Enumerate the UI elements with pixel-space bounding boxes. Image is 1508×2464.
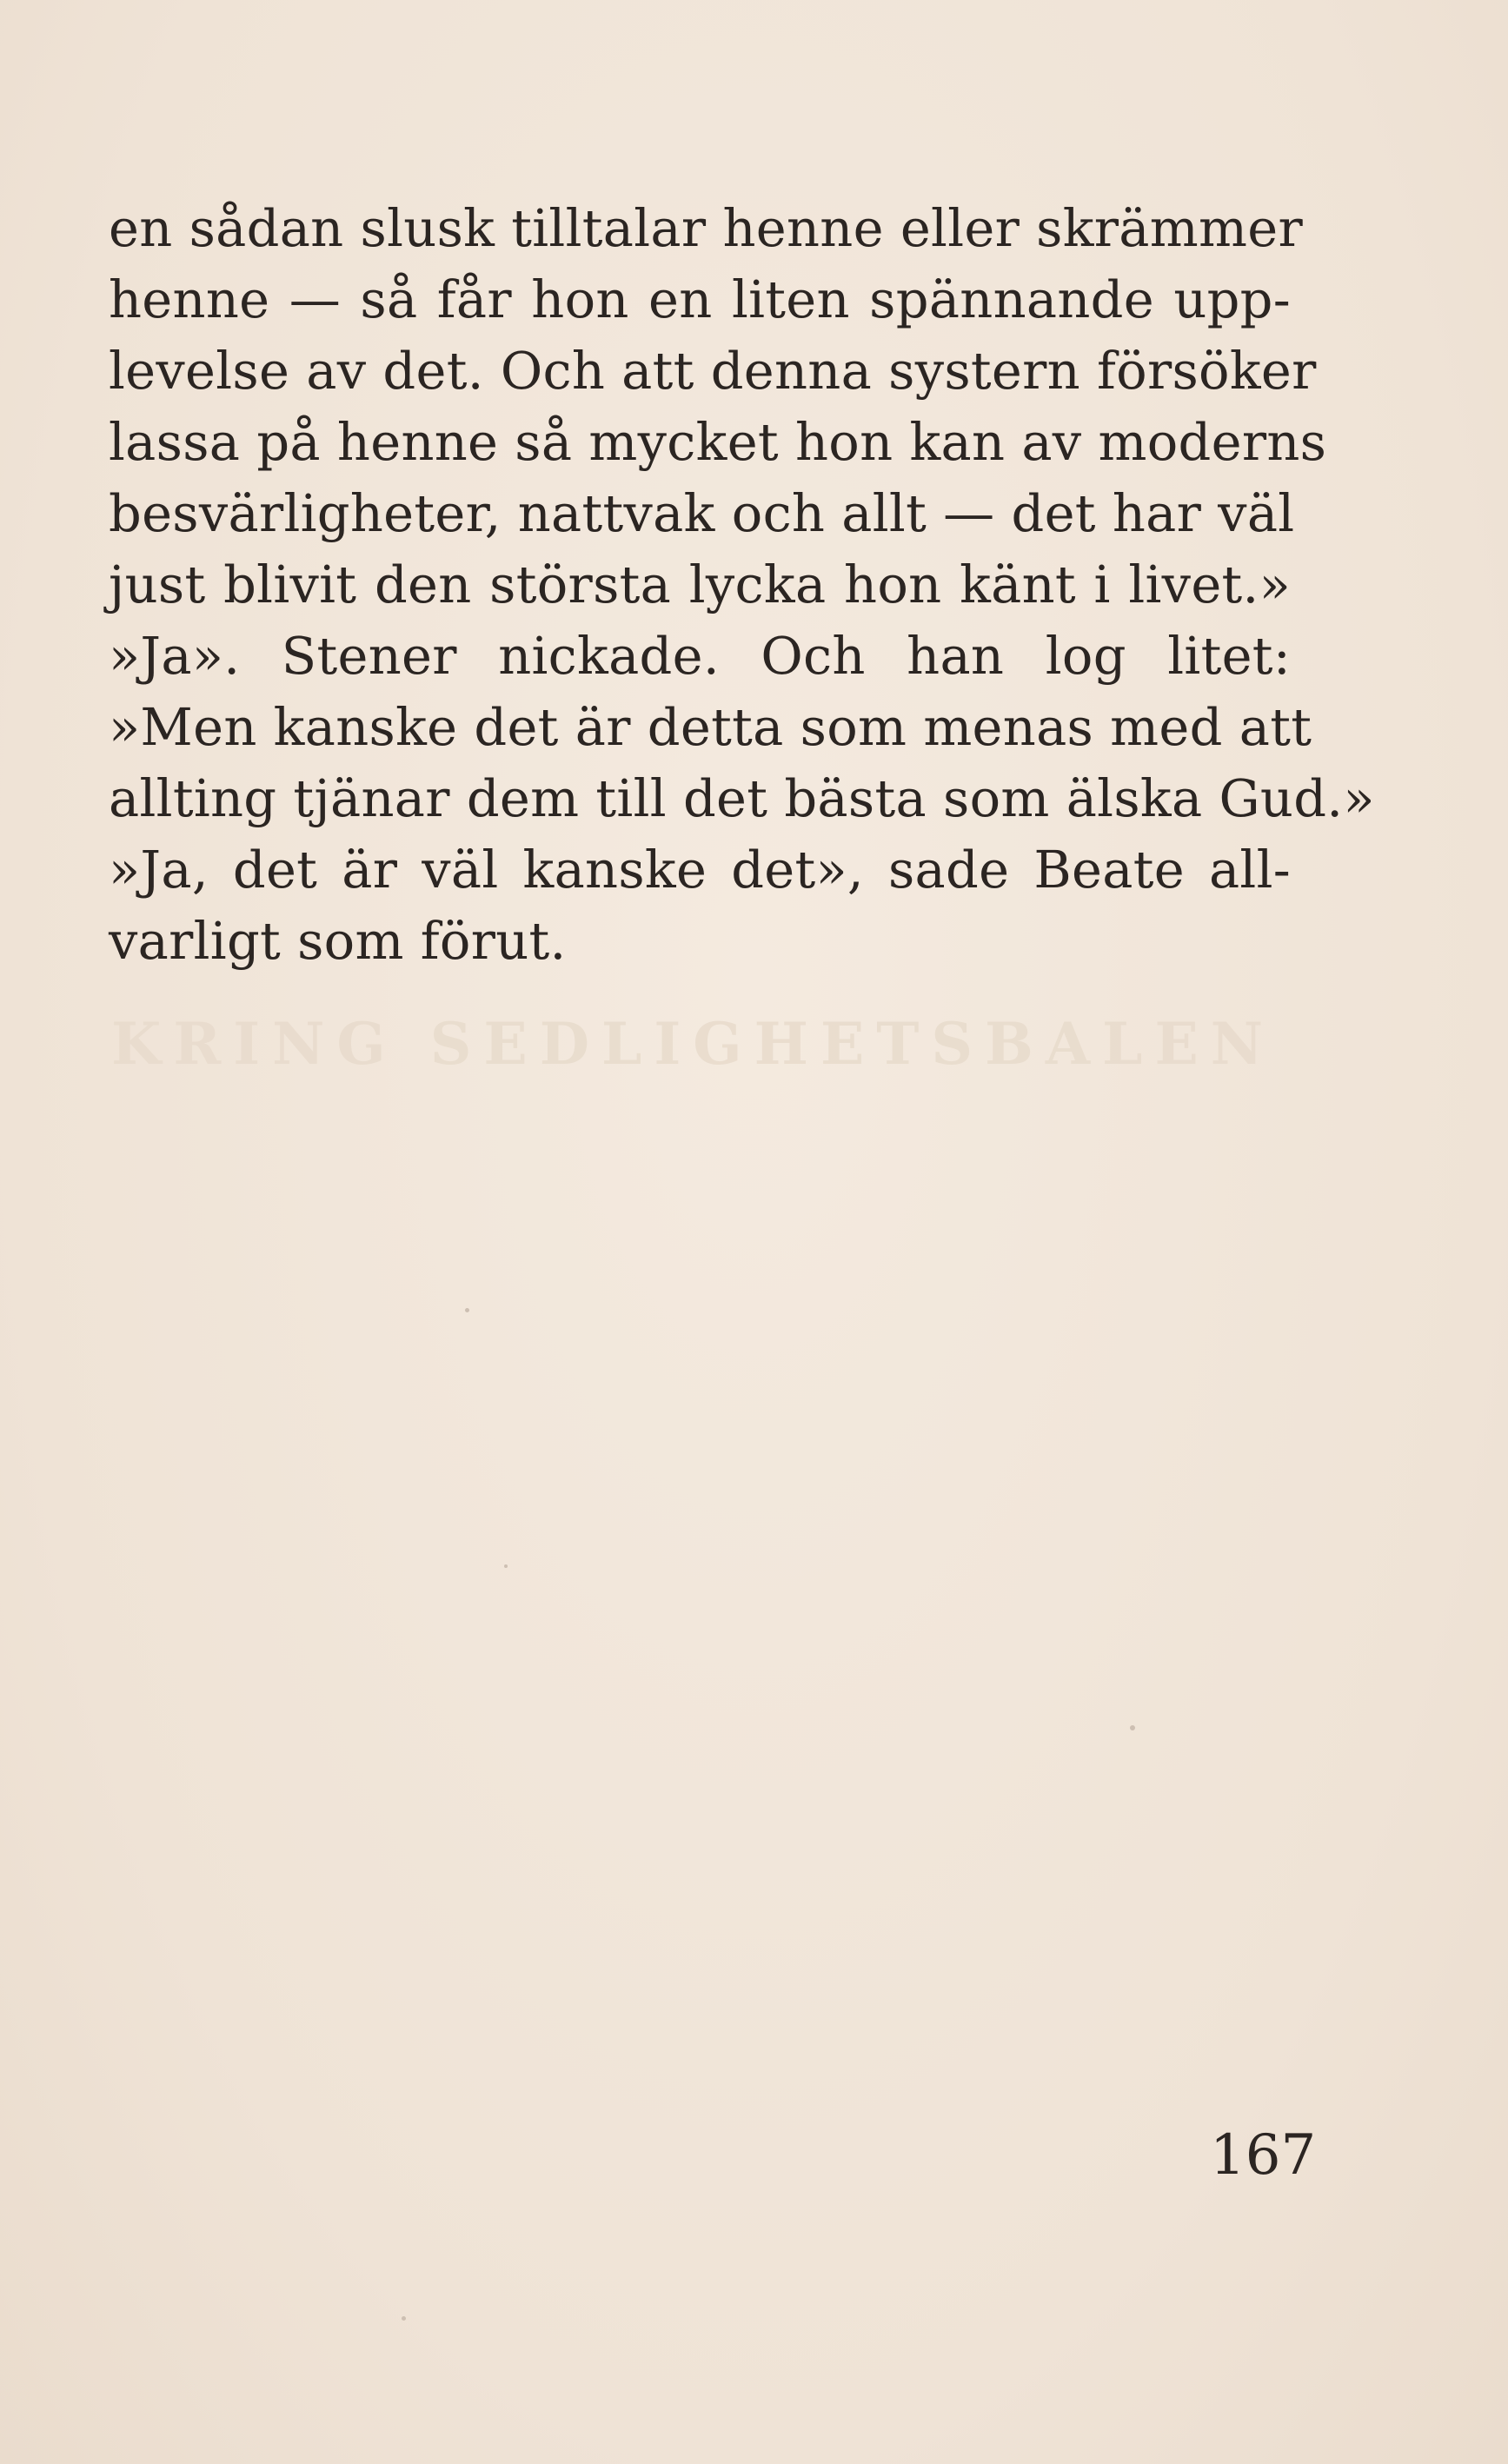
text-line-2: henne — så får hon en liten spännande upp- xyxy=(109,269,1291,329)
text-line-9: allting tjänar dem till det bästa som älska Gud.» xyxy=(109,768,1375,828)
paper-speck xyxy=(1130,1725,1135,1730)
page-number: 167 xyxy=(1210,2123,1317,2188)
paper-speck xyxy=(504,1564,508,1568)
text-line-11: varligt som förut. xyxy=(109,911,567,971)
text-line-5: besvärligheter, nattvak och allt — det har väl xyxy=(109,483,1295,543)
body-text xyxy=(109,193,1375,977)
text-line-8: »Men kanske det är detta som menas med att xyxy=(109,697,1312,757)
paper-speck xyxy=(402,2316,406,2321)
paper-speck xyxy=(465,1308,469,1312)
show-through-heading: KRING SEDLIGHETSBALEN xyxy=(111,1010,1276,1078)
text-line-10: »Ja, det är väl kanske det», sade Beate all- xyxy=(109,840,1291,900)
text-line-3: levelse av det. Och att denna systern försöker xyxy=(109,341,1317,401)
text-line-4: lassa på henne så mycket hon kan av moderns xyxy=(109,412,1327,472)
text-line-1: en sådan slusk tilltalar henne eller skrämmer xyxy=(109,198,1303,258)
text-line-7: »Ja». Stener nickade. Och han log litet: xyxy=(109,626,1291,686)
text-line-6: just blivit den största lycka hon känt i livet.» xyxy=(109,555,1291,614)
